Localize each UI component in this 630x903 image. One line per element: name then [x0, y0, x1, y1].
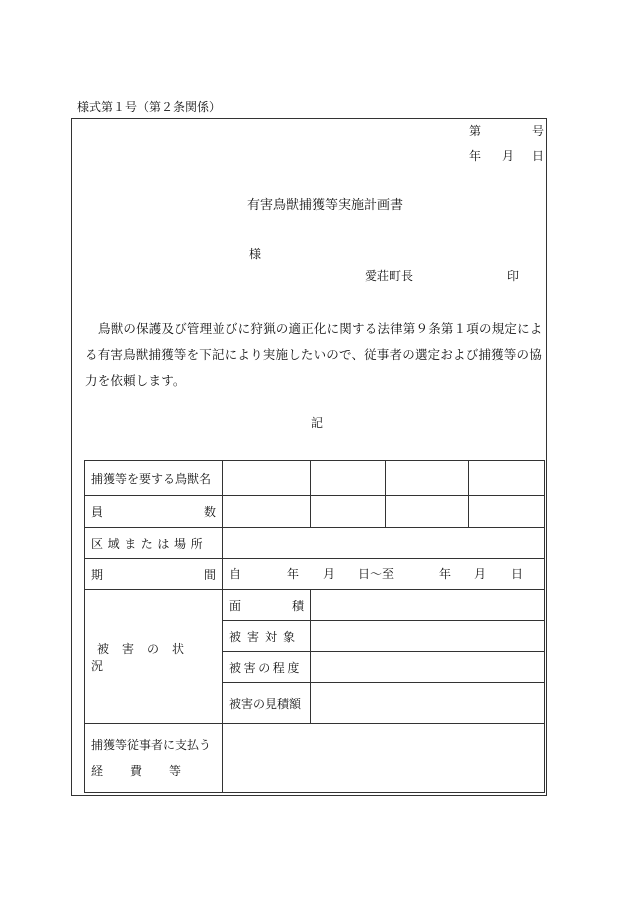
- date-year: 年: [469, 149, 482, 163]
- form-number-label: 様式第１号（第２条関係）: [77, 100, 222, 114]
- period-year-2: 年: [439, 567, 452, 581]
- period-year: 年: [287, 567, 300, 581]
- expenses-label: [85, 724, 223, 793]
- count-cell-2[interactable]: [311, 496, 386, 528]
- species-label: 捕獲等を要する鳥獣名: [85, 461, 223, 496]
- period-day-2: 日: [511, 567, 524, 581]
- period-cell[interactable]: [223, 559, 545, 590]
- period-month: 月: [323, 567, 336, 581]
- document-title: 有害鳥獣捕獲等実施計画書: [247, 198, 404, 213]
- count-label-1: 員: [91, 505, 104, 519]
- species-cell-3[interactable]: [386, 461, 469, 496]
- number-prefix: 第: [469, 124, 482, 138]
- table-row: [85, 724, 545, 793]
- damage-area-char-1: 面: [229, 598, 242, 613]
- damage-row-label-estimate: [223, 683, 311, 724]
- area-cell[interactable]: [223, 528, 545, 559]
- count-label: [85, 496, 223, 528]
- table-row: [85, 559, 545, 590]
- damage-target-cell[interactable]: [311, 621, 545, 652]
- damage-area-char-2: 積: [291, 598, 304, 613]
- damage-area-cell[interactable]: [311, 590, 545, 621]
- count-cell-3[interactable]: [386, 496, 469, 528]
- damage-label-text: 被害の状況: [91, 641, 198, 673]
- period-from: 自: [229, 567, 242, 581]
- table-row: [85, 496, 545, 528]
- plan-table: [84, 460, 545, 793]
- period-label: [85, 559, 223, 590]
- count-cell-1[interactable]: [223, 496, 311, 528]
- period-label-1: 期: [91, 567, 104, 582]
- issuer-name: 愛荘町長: [365, 269, 414, 283]
- date-month: 月: [502, 149, 515, 163]
- date-day: 日: [532, 149, 545, 163]
- expenses-label-line2: 経費等: [91, 764, 209, 778]
- species-cell-1[interactable]: [223, 461, 311, 496]
- damage-row-label-area: [223, 590, 311, 621]
- period-label-2: 間: [203, 567, 216, 582]
- ki-heading: 記: [311, 416, 324, 430]
- damage-estimate-text: 被害の見積額: [229, 696, 302, 711]
- damage-row-label-degree: [223, 652, 311, 683]
- count-cell-4[interactable]: [469, 496, 545, 528]
- damage-estimate-cell[interactable]: [311, 683, 545, 724]
- damage-label: [85, 590, 223, 724]
- area-label: [85, 528, 223, 559]
- species-cell-4[interactable]: [469, 461, 545, 496]
- damage-degree-text: 被害の程度: [229, 660, 303, 675]
- expenses-cell[interactable]: [223, 724, 545, 793]
- number-suffix: 号: [532, 124, 545, 138]
- damage-target-text: 被害対象: [229, 629, 302, 644]
- area-label-text: 区域または場所: [91, 536, 208, 551]
- request-body-text: 鳥獣の保護及び管理並びに狩猟の適正化に関する法律第９条第１項の規定による有害鳥獣捕獲等を下記により実施したいので、従事者の選定および捕獲等の協力を依頼します。: [85, 321, 543, 388]
- addressee-suffix: 様: [249, 247, 262, 261]
- count-label-2: 数: [203, 505, 216, 519]
- damage-row-label-target: [223, 621, 311, 652]
- table-row: [85, 528, 545, 559]
- seal-mark: 印: [507, 269, 520, 283]
- species-cell-2[interactable]: [311, 461, 386, 496]
- period-day-to: 日〜至: [358, 567, 395, 581]
- expenses-label-line1: 捕獲等従事者に支払う: [91, 738, 212, 752]
- table-row: [85, 461, 545, 496]
- period-month-2: 月: [474, 567, 487, 581]
- damage-degree-cell[interactable]: [311, 652, 545, 683]
- table-row: [85, 590, 545, 621]
